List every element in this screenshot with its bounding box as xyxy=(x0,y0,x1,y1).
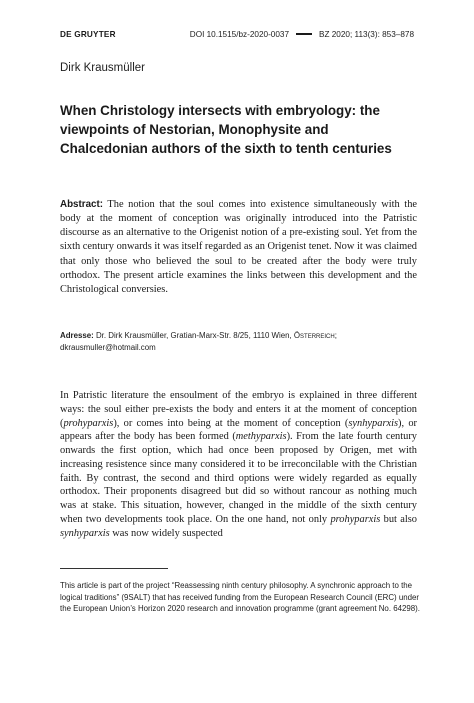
article-title: When Christology intersects with embryology: the viewpoints of Nestorian, Monophysite and Chalcedonian authors of the sixth to tenth centuries xyxy=(60,103,392,156)
term-prohyparxis: prohyparxis xyxy=(63,417,114,429)
author-email[interactable]: dkrausmuller@hotmail.com xyxy=(60,342,156,352)
author-name: Dirk Krausmüller xyxy=(60,62,145,74)
abstract-label: Abstract: xyxy=(60,199,104,210)
abstract-text: The notion that the soul comes into existence simultaneously with the body at the moment of conception was originally introduced into the Patristic discourse as an alternative to the Origenist notion of a pre-existing soul. Yet from the sixth century onwards it was itself regarded as an Origenist tenet. Now it was claimed that only those who believed the soul to be created after the body were truly orthodox. The present article examines the links between this development and the Christological conversies. xyxy=(60,199,417,295)
doi-text[interactable]: DOI 10.1515/bz-2020-0037 xyxy=(189,29,290,39)
body-text: ), or comes into being at the moment of conception ( xyxy=(113,417,349,429)
abstract xyxy=(60,198,417,297)
body-text: ). From the late fourth century onwards the first option, which had once been proposed by Origen, met with increasing resistence since many considered it to be irreconcilable with the Christian faith. By contrast, the second and third options were widely regarded as equally orthodox. Their proponents disagreed but did so without rancour as nothing much was at stake. This situation, however, changed in the middle of the sixth century when two developments took place. On the one hand, not only xyxy=(60,431,417,525)
footnote-rule xyxy=(60,568,168,569)
term-synhyparxis: synhyparxis xyxy=(348,417,399,429)
term-methyparxis: methyparxis xyxy=(235,431,287,443)
journal-citation: BZ 2020; 113(3): 853–878 xyxy=(319,29,414,39)
term-synhyparxis: synhyparxis xyxy=(60,527,110,539)
body-text: In Patristic literature the ensoulment of the embryo is explained in three different ways: the soul either pre-exists the body and enters it at the moment of conception ( xyxy=(60,390,417,429)
term-prohyparxis: prohyparxis xyxy=(330,513,381,525)
body-text: was now widely suspected xyxy=(109,527,223,539)
footnote: This article is part of the project “Reassessing ninth century philosophy. A synchronic approach to the logical traditions” (9SALT) that has received funding from the European Research Council (ERC) under the European Union’s Horizon 2020 research and innovation programme (grant agreement No. 64298). xyxy=(60,581,420,614)
body-paragraph xyxy=(60,389,417,540)
body-text: ), or appears after the body has been formed ( xyxy=(60,417,418,443)
address-country: Österreich; xyxy=(293,331,337,340)
header-dash xyxy=(296,33,312,35)
author-address xyxy=(60,330,420,353)
address-line: Dr. Dirk Krausmüller, Gratian-Marx-Str. 8/25, 1110 Wien, xyxy=(95,331,292,340)
publisher-name: DE GRUYTER xyxy=(60,29,116,39)
address-label: Adresse: xyxy=(60,331,94,340)
header-citation xyxy=(190,30,414,39)
running-header xyxy=(60,27,414,41)
body-text: but also xyxy=(380,513,417,525)
